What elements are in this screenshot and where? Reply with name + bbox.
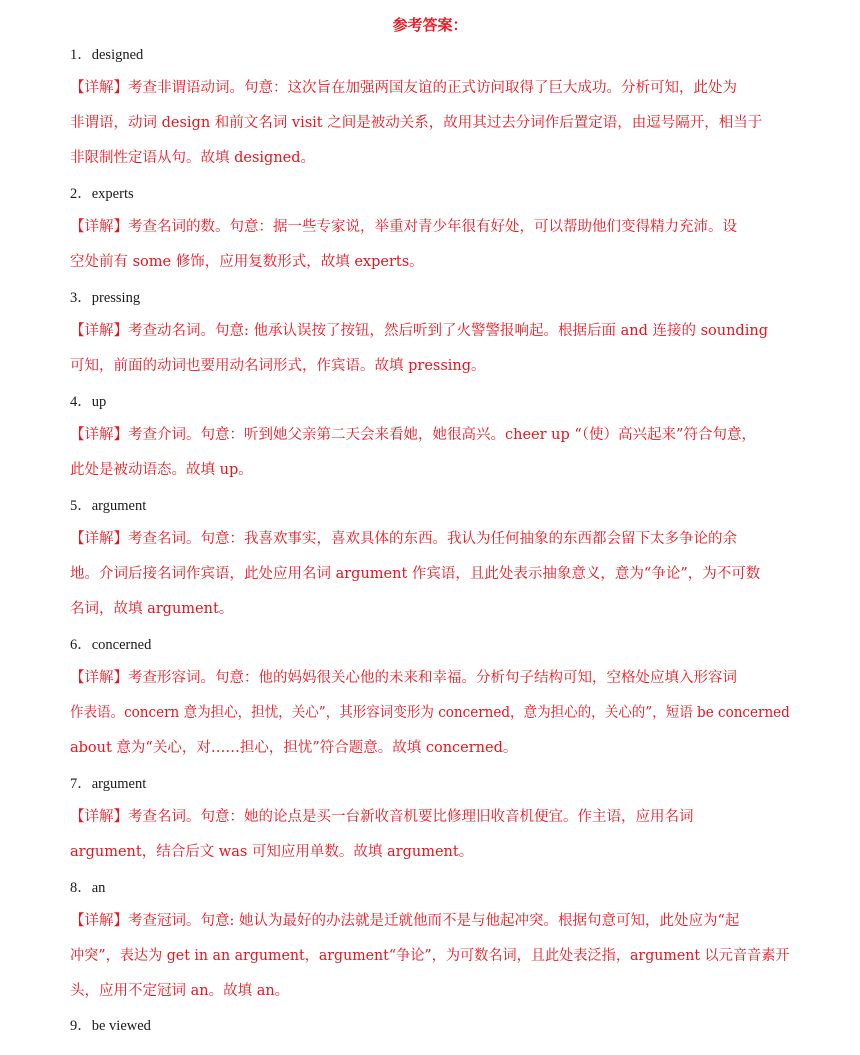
- explanation-line: argument，结合后文 was 可知应用单数。故填 argument。: [70, 843, 474, 860]
- answer-1: 1．designed: [70, 47, 144, 63]
- explanation-6: [70, 661, 790, 765]
- explanation-line: 非限制性定语从句。故填 designed。: [70, 149, 316, 166]
- explanation-line: 此处是被动语态。故填 up。: [70, 461, 253, 478]
- explanation-line: 【详解】考查非谓语动词。句意：这次旨在加强两国友谊的正式访问取得了巨大成功。分析可知，此处为: [70, 80, 737, 96]
- explanation-5: [70, 522, 790, 626]
- explanation-4: [70, 418, 790, 488]
- explanation-line: 可知，前面的动词也要用动名词形式，作宾语。故填 pressing。: [70, 357, 486, 374]
- explanation-7: [70, 800, 790, 870]
- explanation-line: 作表语。concern 意为担心，担忧，关心”，其形容词变形为 concerned，意为担心的，关心的”，短语 be concerned: [70, 704, 790, 721]
- explanation-2: [70, 210, 790, 280]
- explanation-line: 【详解】考查名词。句意：我喜欢事实，喜欢具体的东西。我认为任何抽象的东西都会留下太多争论的余: [70, 531, 737, 547]
- answer-4: 4．up: [70, 394, 107, 410]
- explanation-line: 【详解】考查名词。句意：她的论点是买一台新收音机要比修理旧收音机便宜。作主语，应用名词: [70, 809, 694, 825]
- answer-3: 3．pressing: [70, 290, 141, 306]
- answer-9: 9．be viewed: [70, 1018, 151, 1034]
- answer-2: 2．experts: [70, 186, 134, 202]
- explanation-line: 【详解】考查动名词。句意: 他承认误按了按钮，然后听到了火警警报响起。根据后面 and 连接的 sounding: [70, 323, 768, 339]
- answer-5: 5．argument: [70, 498, 147, 514]
- explanation-line: 【详解】考查形容词。句意：他的妈妈很关心他的未来和幸福。分析句子结构可知，空格处应填入形容词: [70, 670, 737, 686]
- explanation-line: 头，应用不定冠词 an。故填 an。: [70, 982, 290, 999]
- explanation-line: 非谓语，动词 design 和前文名词 visit 之间是被动关系，故用其过去分词作后置定语，由逗号隔开，相当于: [70, 114, 763, 131]
- explanation-line: 【详解】考查介词。句意：听到她父亲第二天会来看她，她很高兴。cheer up “（使）高兴起来”符合句意，: [70, 427, 756, 443]
- explanation-line: 空处前有 some 修饰，应用复数形式，故填 experts。: [70, 253, 424, 270]
- answer-6: 6．concerned: [70, 637, 152, 653]
- answer-8: 8．an: [70, 880, 106, 896]
- explanation-1: [70, 71, 790, 175]
- explanation-8: [70, 904, 790, 1008]
- explanation-line: 【详解】考查名词的数。句意：据一些专家说，举重对青少年很有好处，可以帮助他们变得精力充沛。设: [70, 219, 737, 235]
- explanation-line: 【详解】考查冠词。句意: 她认为最好的办法就是迁就他而不是与他起冲突。根据句意可知，此处应为“起: [70, 913, 740, 929]
- explanation-3: [70, 314, 790, 384]
- explanation-line: 名词，故填 argument。: [70, 600, 234, 617]
- explanation-line: 冲突”，表达为 get in an argument，argument“争论”，为可数名词，且此处表泛指，argument 以元音音素开: [70, 947, 790, 964]
- explanation-line: 地。介词后接名词作宾语，此处应用名词 argument 作宾语，且此处表示抽象意义，意为“争论”，为不可数: [70, 565, 761, 582]
- explanation-line: about 意为“关心，对……担心，担忧”符合题意。故填 concerned。: [70, 739, 518, 756]
- answer-7: 7．argument: [70, 776, 147, 792]
- page-title: 参考答案：: [392, 16, 468, 34]
